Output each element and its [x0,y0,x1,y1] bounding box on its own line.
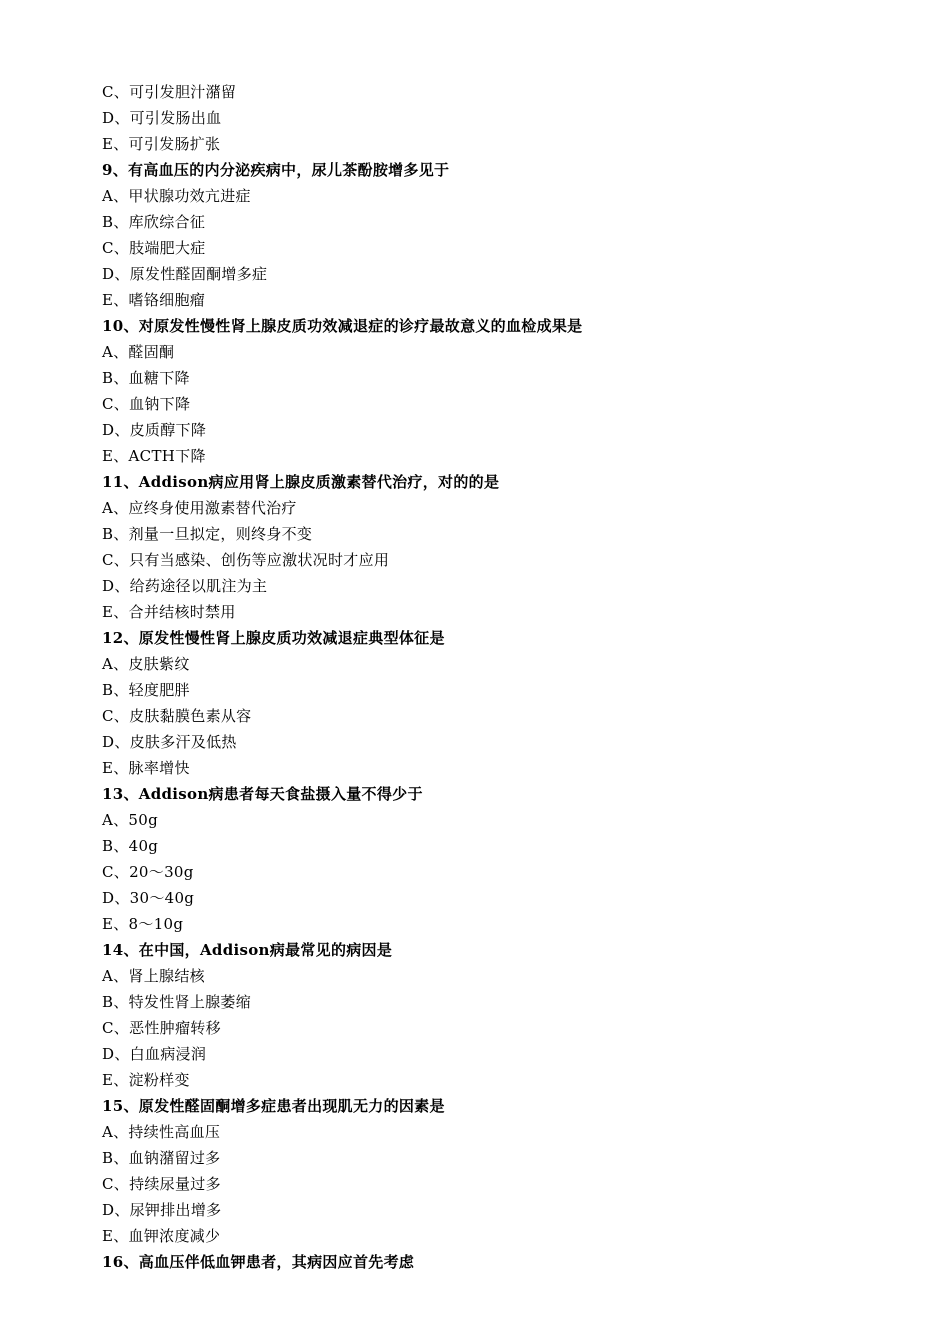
answer-option: E、可引发肠扩张 [102,135,221,153]
answer-option: A、肾上腺结核 [102,967,205,985]
answer-option: C、恶性肿瘤转移 [102,1019,221,1037]
answer-option: D、给药途径以肌注为主 [102,577,268,595]
answer-option: C、血钠下降 [102,395,191,413]
answer-option: E、ACTH下降 [102,447,206,465]
answer-option: B、库欣综合征 [102,213,206,231]
answer-option: D、可引发肠出血 [102,109,222,127]
answer-option: D、30～40g [102,889,195,907]
question-text: 15、原发性醛固酮增多症患者出现肌无力的因素是 [102,1097,445,1115]
answer-option: B、40g [102,837,159,855]
answer-option: C、20～30g [102,863,194,881]
answer-option: E、血钾浓度减少 [102,1227,221,1245]
answer-option: C、可引发胆汁潴留 [102,83,237,101]
answer-option: D、尿钾排出增多 [102,1201,222,1219]
answer-option: B、特发性肾上腺萎缩 [102,993,252,1011]
answer-option: B、血糖下降 [102,369,190,387]
answer-option: C、持续尿量过多 [102,1175,221,1193]
answer-option: A、持续性高血压 [102,1123,221,1141]
answer-option: A、甲状腺功效亢进症 [102,187,251,205]
answer-option: C、肢端肥大症 [102,239,206,257]
answer-option: C、皮肤黏膜色素从容 [102,707,252,725]
answer-option: E、8～10g [102,915,184,933]
question-text: 13、Addison病患者每天食盐摄入量不得少于 [102,785,423,803]
answer-option: C、只有当感染、创伤等应激状况时才应用 [102,551,390,569]
answer-option: A、醛固酮 [102,343,175,361]
answer-option: E、脉率增快 [102,759,190,777]
answer-option: E、淀粉样变 [102,1071,190,1089]
answer-option: B、轻度肥胖 [102,681,190,699]
question-text: 9、有高血压的内分泌疾病中，尿儿茶酚胺增多见于 [102,161,450,179]
answer-option: D、皮肤多汗及低热 [102,733,237,751]
question-text: 12、原发性慢性肾上腺皮质功效减退症典型体征是 [102,629,445,647]
answer-option: E、合并结核时禁用 [102,603,236,621]
answer-option: A、50g [102,811,159,829]
answer-option: D、白血病浸润 [102,1045,207,1063]
answer-option: D、原发性醛固酮增多症 [102,265,268,283]
answer-option: B、血钠潴留过多 [102,1149,221,1167]
answer-option: B、剂量一旦拟定，则终身不变 [102,525,313,543]
answer-option: D、皮质醇下降 [102,421,207,439]
question-text: 14、在中国，Addison病最常见的病因是 [102,941,393,959]
question-text: 11、Addison病应用肾上腺皮质激素替代治疗，对的的是 [102,473,500,491]
question-text: 16、高血压伴低血钾患者，其病因应首先考虑 [102,1253,415,1271]
document-page [102,79,902,1275]
answer-option: E、嗜铬细胞瘤 [102,291,206,309]
answer-option: A、皮肤紫纹 [102,655,190,673]
question-text: 10、对原发性慢性肾上腺皮质功效减退症的诊疗最故意义的血检成果是 [102,317,583,335]
answer-option: A、应终身使用激素替代治疗 [102,499,297,517]
